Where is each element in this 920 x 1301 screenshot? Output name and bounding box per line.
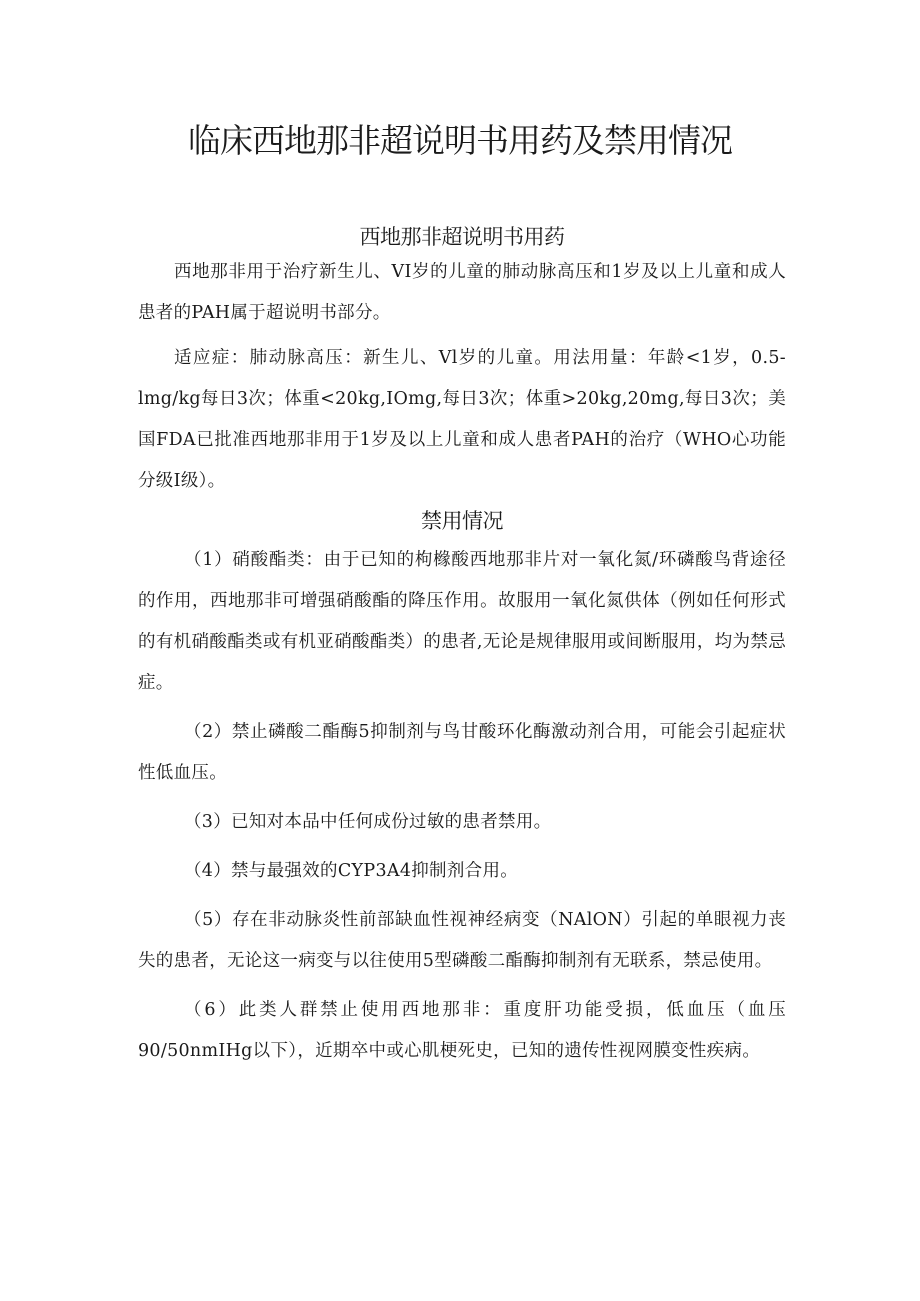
document-body — [138, 222, 786, 1072]
document-title: 临床西地那非超说明书用药及禁用情况 — [188, 121, 732, 160]
section-heading-contraindications: 禁用情况 — [421, 509, 503, 533]
contraindication-item-6: （6）此类人群禁止使用西地那非：重度肝功能受损，低血压（血压90/50nmIHg以下），近期卒中或心肌梗死史，已知的遗传性视网膜变性疾病。 — [138, 1000, 786, 1061]
offlabel-paragraph-dosage: 适应症：肺动脉高压：新生儿、Vl岁的儿童。用法用量：年龄<1岁，0.5-lmg/kg每日3次；体重<20kg,IOmg,每日3次；体重>20kg,20mg,每日3次；美国FDA已批准西地那非用于1岁及以上儿童和成人患者PAH的治疗（WHO心功能分级I级）。 — [138, 348, 786, 491]
contraindication-item-5: （5）存在非动脉炎性前部缺血性视神经病变（NAlON）引起的单眼视力丧失的患者，无论这一病变与以往使用5型磷酸二酯酶抑制剂有无联系，禁忌使用。 — [138, 910, 786, 971]
offlabel-paragraph-scope: 西地那非用于治疗新生儿、VI岁的儿童的肺动脉高压和1岁及以上儿童和成人患者的PAH属于超说明书部分。 — [138, 262, 786, 323]
contraindication-item-3: （3）已知对本品中任何成份过敏的患者禁用。 — [184, 812, 552, 832]
section-heading-offlabel: 西地那非超说明书用药 — [359, 225, 565, 249]
contraindication-item-2: （2）禁止磷酸二酯酶5抑制剂与鸟甘酸环化酶激动剂合用，可能会引起症状性低血压。 — [138, 722, 786, 783]
contraindication-item-4: （4）禁与最强效的CYP3A4抑制剂合用。 — [184, 861, 519, 881]
contraindication-item-1: （1）硝酸酯类：由于已知的枸橼酸西地那非片对一氧化氮/环磷酸鸟背途径的作用，西地那非可增强硝酸酯的降压作用。故服用一氧化氮供体（例如任何形式的有机硝酸酯类或有机亚硝酸酯类）的患者,无论是规律服用或间断服用，均为禁忌症。 — [138, 550, 786, 693]
